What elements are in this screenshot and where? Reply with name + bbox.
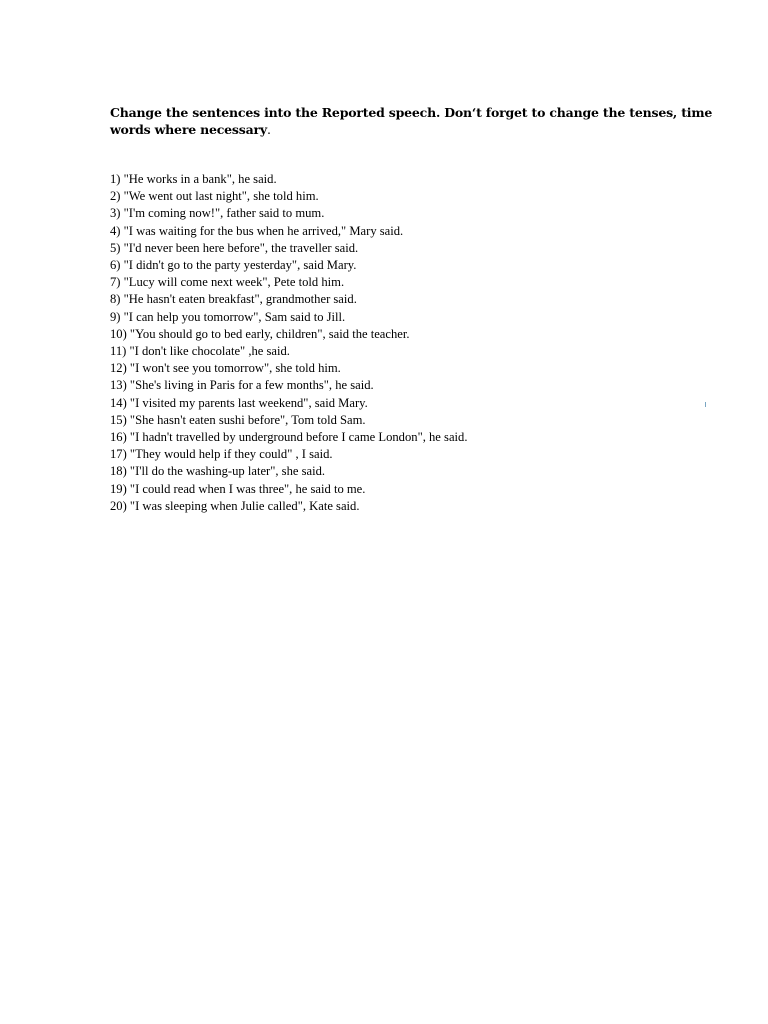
- sentence-item-16: 16) "I hadn't travelled by underground before I came London", he said.: [110, 430, 468, 445]
- sentence-list: [110, 171, 500, 515]
- sentence-item-11: 11) "I don't like chocolate" ,he said.: [110, 344, 290, 359]
- sentence-item-12: 12) "I won't see you tomorrow", she told him.: [110, 361, 341, 376]
- sentence-item-13: 13) "She's living in Paris for a few months", he said.: [110, 378, 374, 393]
- instruction-period: .: [266, 122, 271, 137]
- sentence-item-1: 1) "He works in a bank", he said.: [110, 172, 277, 186]
- instruction-heading: [110, 104, 750, 138]
- sentence-item-14: 14) "I visited my parents last weekend", said Mary.: [110, 395, 368, 410]
- sentence-item-5: 5) "I'd never been here before", the traveller said.: [110, 240, 359, 255]
- stray-mark: [705, 402, 706, 407]
- sentence-item-20: 20) "I was sleeping when Julie called", Kate said.: [110, 498, 360, 513]
- sentence-item-10: 10) "You should go to bed early, children", said the teacher.: [110, 326, 410, 341]
- sentence-item-15: 15) "She hasn't eaten sushi before", Tom told Sam.: [110, 412, 366, 427]
- sentence-item-19: 19) "I could read when I was three", he said to me.: [110, 481, 366, 496]
- sentence-item-7: 7) "Lucy will come next week", Pete told him.: [110, 275, 345, 290]
- sentence-item-9: 9) "I can help you tomorrow", Sam said to Jill.: [110, 309, 346, 324]
- sentence-item-18: 18) "I'll do the washing-up later", she said.: [110, 464, 326, 479]
- instruction-text: Change the sentences into the Reported speech. Don‘t forget to change the tenses, time words where necessary: [110, 105, 713, 137]
- sentence-item-6: 6) "I didn't go to the party yesterday", said Mary.: [110, 258, 357, 273]
- sentence-item-4: 4) "I was waiting for the bus when he arrived," Mary said.: [110, 223, 404, 238]
- sentence-item-17: 17) "They would help if they could" , I said.: [110, 447, 333, 462]
- sentence-item-8: 8) "He hasn't eaten breakfast", grandmother said.: [110, 292, 357, 307]
- sentence-item-2: 2) "We went out last night", she told him.: [110, 189, 319, 204]
- sentence-item-3: 3) "I'm coming now!", father said to mum.: [110, 206, 325, 221]
